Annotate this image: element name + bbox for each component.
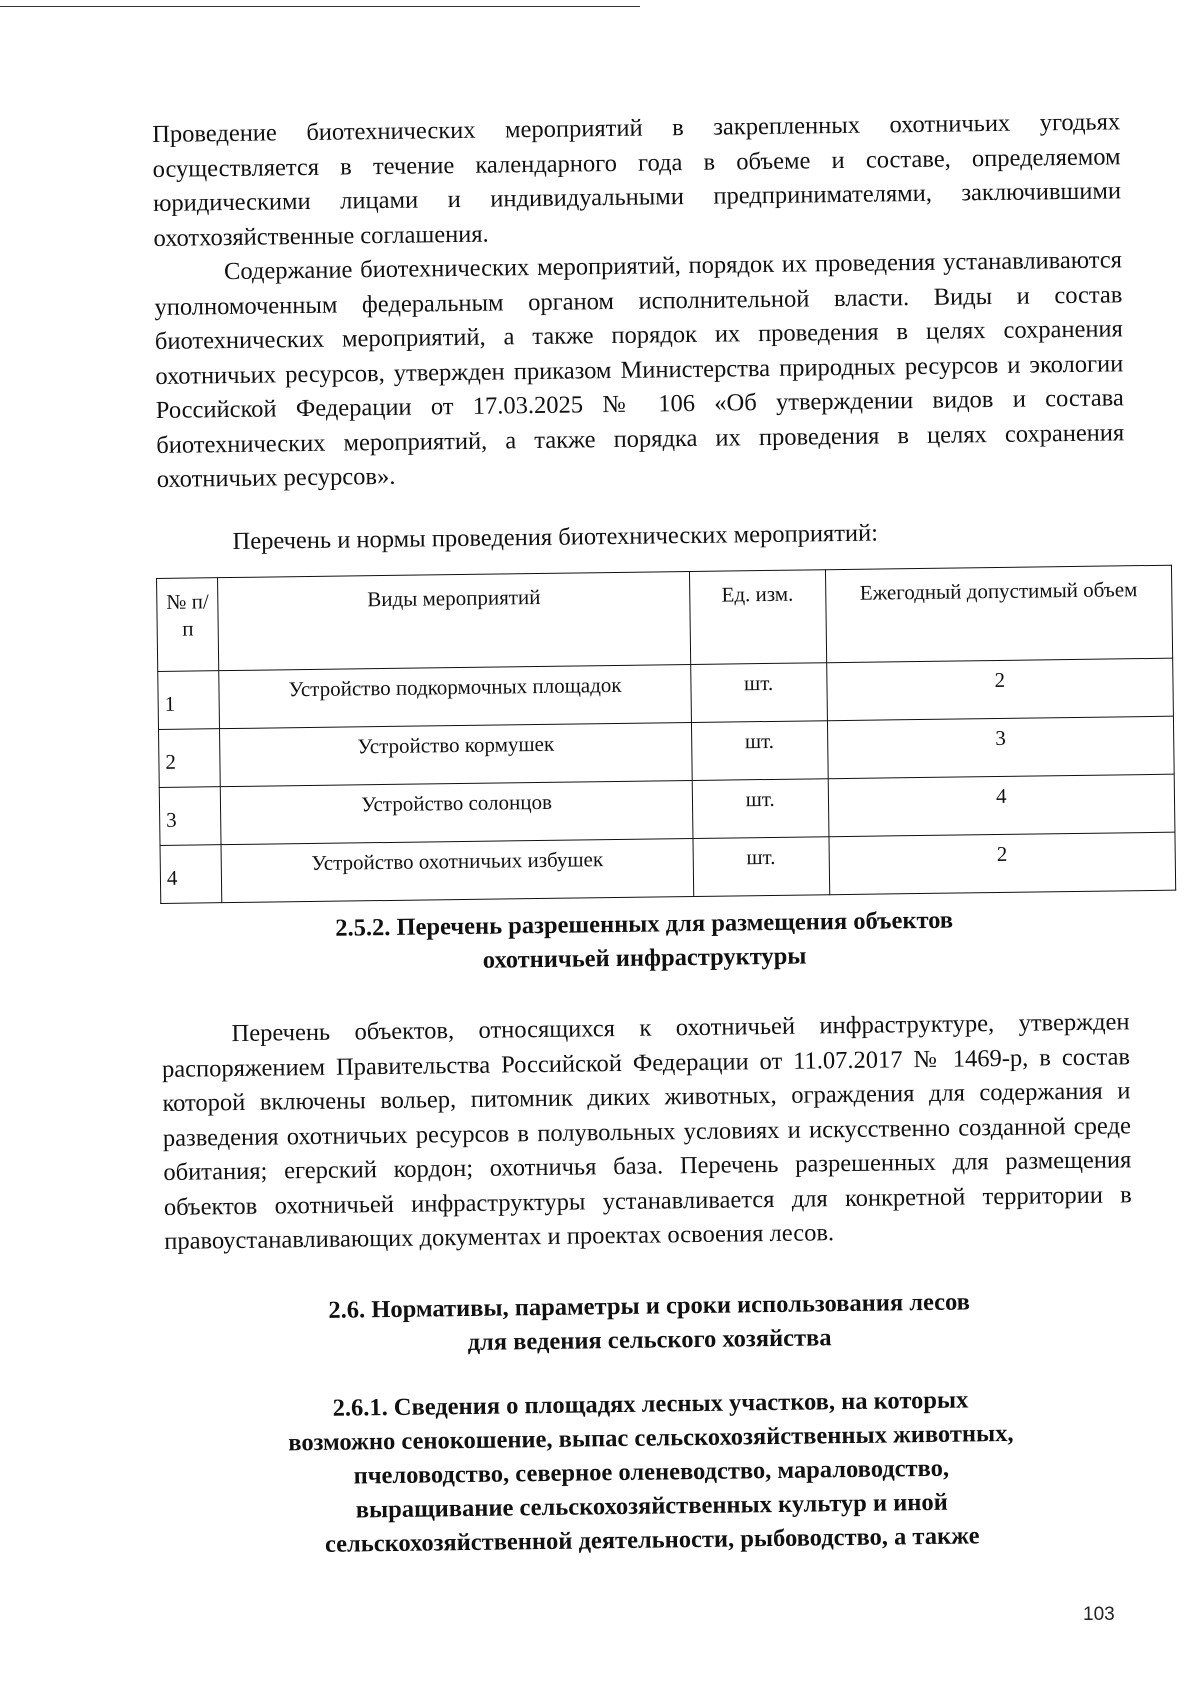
- header-unit: Ед. изм.: [689, 570, 826, 665]
- row-volume: 2: [826, 658, 1173, 721]
- top-scan-rule: [0, 6, 640, 7]
- row-activity: Устройство солонцов: [221, 780, 693, 844]
- measures-table-caption: Перечень и нормы проведения биотехнических мероприятий:: [232, 519, 879, 555]
- section-2-6-heading-line-2: для ведения сельского хозяйства: [467, 1323, 832, 1356]
- section-2-6-heading-line-1: 2.6. Нормативы, параметры и сроки использования лесов: [328, 1287, 971, 1324]
- table-row: [160, 832, 1176, 903]
- row-activity: Устройство охотничьих избушек: [221, 838, 693, 902]
- row-volume: 2: [829, 832, 1176, 895]
- section-2-6-1-heading-line-3: пчеловодство, северное оленеводство, мараловодство,: [353, 1454, 950, 1490]
- row-number: 2: [159, 729, 221, 788]
- table-header-row: [157, 565, 1173, 671]
- row-number: 1: [158, 671, 220, 730]
- document-body-upper: [152, 105, 1138, 904]
- row-volume: 4: [828, 774, 1175, 837]
- header-volume: Ежегодный допустимый объем: [825, 565, 1173, 663]
- row-number: 3: [159, 787, 221, 846]
- row-unit: шт.: [690, 663, 827, 723]
- page-number: 103: [1083, 1604, 1115, 1625]
- section-2-5-2-heading-line-1: 2.5.2. Перечень разрешенных для размещения объектов: [335, 906, 954, 942]
- header-activity: Виды мероприятий: [218, 572, 691, 671]
- section-2-6-1-heading-line-5: сельскохозяйственной деятельности, рыбоводство, а также: [324, 1521, 980, 1558]
- document-body-lower: [160, 901, 1136, 1563]
- row-activity: Устройство подкормочных площадок: [219, 664, 691, 728]
- intro-paragraph-2: Содержание биотехнических мероприятий, порядок их проведения устанавливаются уполномоченным федеральным органом исполнительной власти. Виды и состав биотехнических мероприятий, а также порядок их проведения в целях сохранения охотничьих ресурсов, утвержден приказом Министерства природных ресурсов и экологии Российской Федерации от 17.03.2025 № 106 «Об утверждении видов и состава биотехнических мероприятий, а также порядка их проведения в целях сохранения охотничьих ресурсов».: [154, 246, 1125, 493]
- row-volume: 3: [827, 716, 1174, 779]
- biotechnical-measures-table: [156, 565, 1176, 904]
- row-activity: Устройство кормушек: [220, 722, 692, 786]
- header-number: № п/п: [157, 578, 220, 672]
- intro-paragraph-1: Проведение биотехнических мероприятий в закрепленных охотничьих угодьях осуществляется в течение календарного года в объеме и составе, определяемом юридическими лицами и индивидуальными предпринимателями, заключившими охотхозяйственные соглашения.: [152, 108, 1122, 252]
- section-2-5-2-heading-line-2: охотничьей инфраструктуры: [482, 942, 807, 974]
- row-unit: шт.: [692, 779, 829, 839]
- row-number: 4: [160, 845, 222, 904]
- section-2-6-1-heading-line-4: выращивание сельскохозяйственных культур и иной: [355, 1488, 948, 1523]
- row-unit: шт.: [691, 721, 828, 781]
- section-2-6-1-heading-line-2: возможно сенокошение, выпас сельскохозяйственных животных,: [288, 1419, 1014, 1456]
- row-unit: шт.: [693, 837, 830, 897]
- section-2-5-2-paragraph: Перечень объектов, относящихся к охотничьей инфраструктуре, утвержден распоряжением Правительства Российской Федерации от 11.07.2017 № 1469-р, в состав которой включены вольер, питомник диких животных, ограждения для содержания и разведения охотничьих ресурсов в полувольных условиях и искусственно созданной среде обитания; егерский кордон; охотничья база. Перечень разрешенных для размещения объектов охотничьей инфраструктуры устанавливается для конкретной территории в правоустанавливающих документах и проектах освоения лесов.: [161, 1008, 1132, 1255]
- section-2-6-1-heading-line-1: 2.6.1. Сведения о площадях лесных участков, на которых: [332, 1385, 969, 1422]
